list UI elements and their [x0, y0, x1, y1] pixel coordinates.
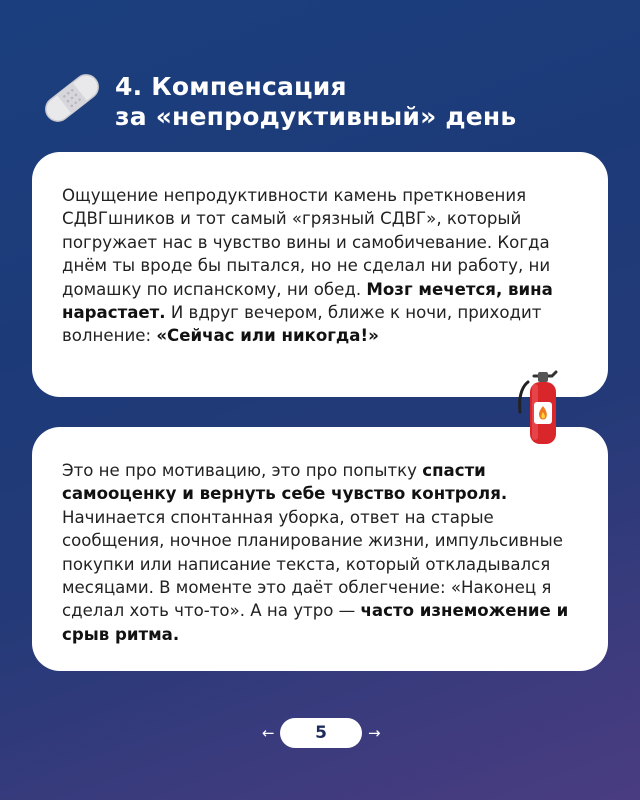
card-2-text-2: Начинается спонтанная уборка, ответ на старые сообщения, ночное планирование жизни, импульсивные покупки или написание текста, который откладывался месяцами. В моменте это даёт облегчение: «Наконец я сделал хоть что-то». А на утро — [62, 507, 563, 621]
card-1-text-2: И вдруг вечером, ближе к ночи, приходит волнение: [62, 303, 542, 346]
next-arrow-icon[interactable]: → [368, 724, 381, 742]
card-1-paragraph [62, 184, 580, 348]
fire-extinguisher-icon [512, 368, 578, 448]
card-2-text-1: Это не про мотивацию, это про попытку [62, 461, 423, 480]
card-1-text-1: Ощущение непродуктивности камень преткновения СДВГшников и тот самый «грязный СДВГ», который погружает нас в чувство вины и самобичевание. Когда днём ты вроде бы пытался, но не сделал ни работу, ни домашку по испанскому, ни обед. [62, 186, 551, 299]
text-card-2 [32, 427, 608, 671]
card-2-bold-2: часто изнеможение и срыв ритма. [62, 601, 569, 644]
card-2-paragraph [62, 459, 580, 646]
card-1-bold-2: «Сейчас или никогда!» [156, 326, 379, 346]
fire-extinguisher [512, 368, 578, 452]
prev-arrow-icon[interactable]: ← [262, 724, 275, 742]
title-line-2: за «непродуктивный» день [115, 102, 517, 131]
page-title [115, 72, 516, 132]
card-2-bold-1: спасти самооценку и вернуть себе чувство контроля. [62, 461, 508, 504]
header [40, 68, 104, 128]
page-number: 5 [280, 718, 362, 748]
card-1-bold-1: Мозг мечется, вина нарастает. [62, 279, 553, 323]
bandage-icon [40, 68, 104, 128]
text-card-1 [32, 152, 608, 397]
title-line-1: 4. Компенсация [115, 72, 347, 101]
pagination [0, 718, 640, 748]
